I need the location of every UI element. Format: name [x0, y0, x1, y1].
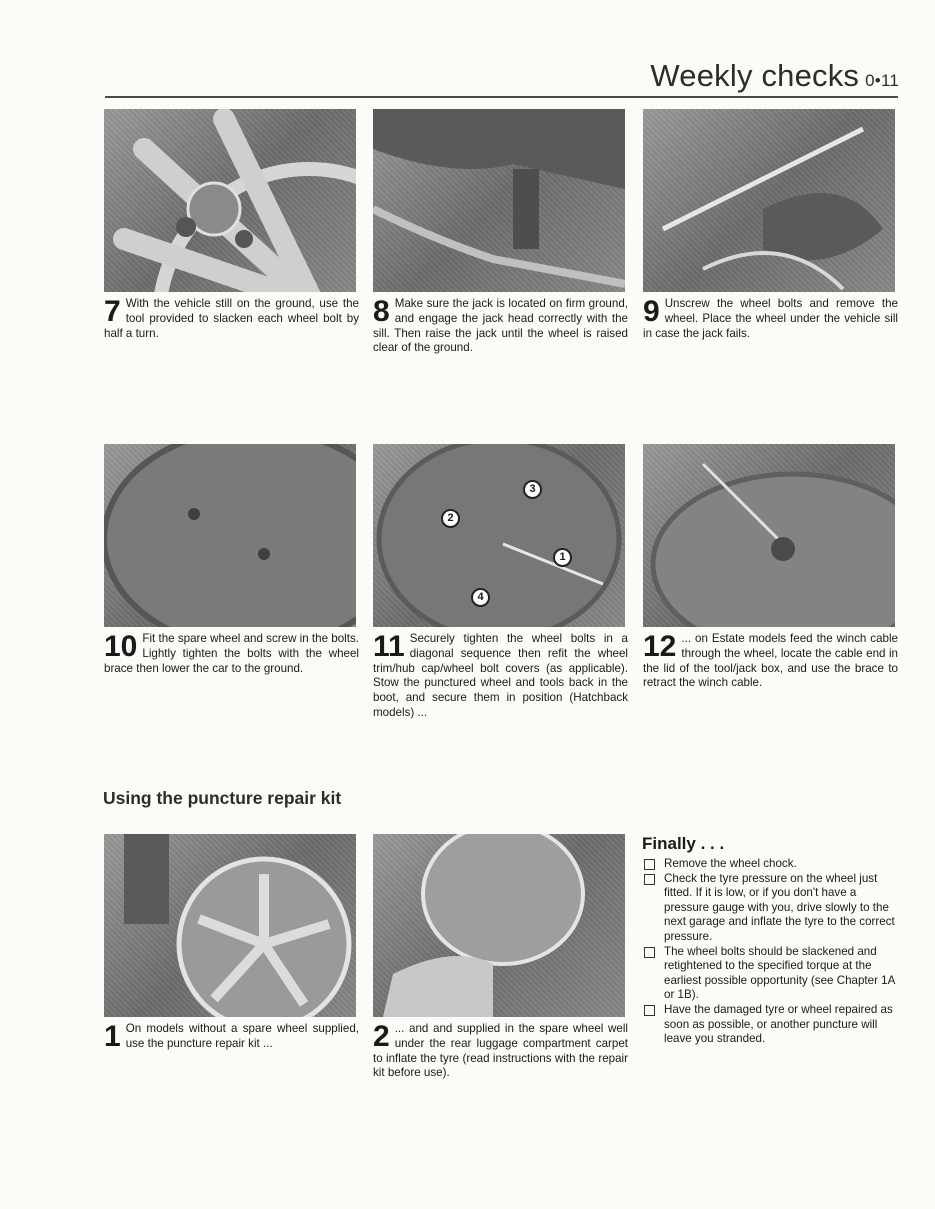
spare-wheel-illustration [104, 444, 356, 627]
photo-step-7 [104, 109, 356, 292]
step-number: 12 [643, 630, 677, 663]
wheel-bolt-illustration [104, 109, 356, 292]
jack-illustration [373, 109, 625, 292]
checklist-item [642, 1003, 898, 1047]
step-text: Unscrew the wheel bolts and remove the wheel. Place the wheel under the vehicle sill in case the jack fails. [643, 297, 898, 340]
caption-repair-step-2 [373, 1022, 628, 1081]
bolt-marker-1: 1 [553, 548, 572, 567]
step-text: Securely tighten the wheel bolts in a diagonal sequence then refit the wheel trim/hub cap/wheel bolt covers (as applicable). Stow the punctured wheel and tools back in the boot, and secure them in position (Hatchback models) ... [373, 632, 628, 719]
caption-step-8 [373, 297, 628, 356]
chapter-title: Weekly checks [650, 58, 860, 93]
step-number: 1 [104, 1020, 121, 1053]
repair-kit-illustration [104, 834, 356, 1017]
header-rule [105, 96, 898, 98]
step-number: 11 [373, 630, 405, 663]
caption-step-7 [104, 297, 359, 341]
step-number: 7 [104, 295, 121, 328]
step-number: 2 [373, 1020, 390, 1053]
page-header [650, 58, 899, 94]
caption-step-12 [643, 632, 898, 691]
checkbox-icon [644, 859, 655, 870]
winch-cable-illustration [643, 444, 895, 627]
step-text: Fit the spare wheel and screw in the bolts. Lightly tighten the bolts with the wheel brace then lower the car to the ground. [104, 632, 359, 675]
checklist-item [642, 945, 898, 1003]
checklist-text: Have the damaged tyre or wheel repaired as soon as possible, or another puncture will leave you stranded. [664, 1002, 893, 1046]
checklist-item [642, 857, 898, 872]
step-text: ... and and supplied in the spare wheel well under the rear luggage compartment carpet to inflate the tyre (read instructions with the repair kit before use). [373, 1022, 628, 1080]
checklist-item [642, 872, 898, 945]
step-number: 9 [643, 295, 660, 328]
caption-step-9 [643, 297, 898, 341]
checkbox-icon [644, 874, 655, 885]
bolt-marker-4: 4 [471, 588, 490, 607]
bolt-marker-2: 2 [441, 509, 460, 528]
photo-step-10 [104, 444, 356, 627]
bolt-marker-3: 3 [523, 480, 542, 499]
photo-repair-step-2 [373, 834, 625, 1017]
step-text: With the vehicle still on the ground, use the tool provided to slacken each wheel bolt by half a turn. [104, 297, 359, 340]
checkbox-icon [644, 947, 655, 958]
caption-step-10 [104, 632, 359, 676]
step-text: Make sure the jack is located on firm ground, and engage the jack head correctly with the sill. Then raise the jack until the wheel is raised clear of the ground. [373, 297, 628, 355]
checklist-text: Check the tyre pressure on the wheel just fitted. If it is low, or if you don't have a pressure gauge with you, drive slowly to the next garage and inflate the tyre to the correct pressure. [664, 871, 895, 943]
step-number: 10 [104, 630, 138, 663]
photo-step-8 [373, 109, 625, 292]
finally-checklist [642, 834, 898, 1047]
checklist-text: The wheel bolts should be slackened and retightened to the specified torque at the earliest possible opportunity (see Chapter 1A or 1B). [664, 944, 895, 1002]
step-number: 8 [373, 295, 390, 328]
caption-step-11 [373, 632, 628, 721]
page-number: 0•11 [865, 71, 899, 90]
photo-repair-step-1 [104, 834, 356, 1017]
caption-repair-step-1 [104, 1022, 359, 1052]
checklist-title: Finally . . . [642, 834, 725, 853]
bolt-sequence-illustration [373, 444, 625, 627]
step-text: On models without a spare wheel supplied, use the puncture repair kit ... [125, 1022, 359, 1050]
checkbox-icon [644, 1005, 655, 1016]
wheel-removal-illustration [643, 109, 895, 292]
photo-step-9 [643, 109, 895, 292]
photo-step-12 [643, 444, 895, 627]
photo-step-11 [373, 444, 625, 627]
section-heading: Using the puncture repair kit [103, 788, 342, 808]
step-text: ... on Estate models feed the winch cable through the wheel, locate the cable end in the lid of the tool/jack box, and use the brace to retract the winch cable. [643, 632, 898, 690]
checklist-text: Remove the wheel chock. [664, 857, 797, 870]
spare-well-illustration [373, 834, 625, 1017]
